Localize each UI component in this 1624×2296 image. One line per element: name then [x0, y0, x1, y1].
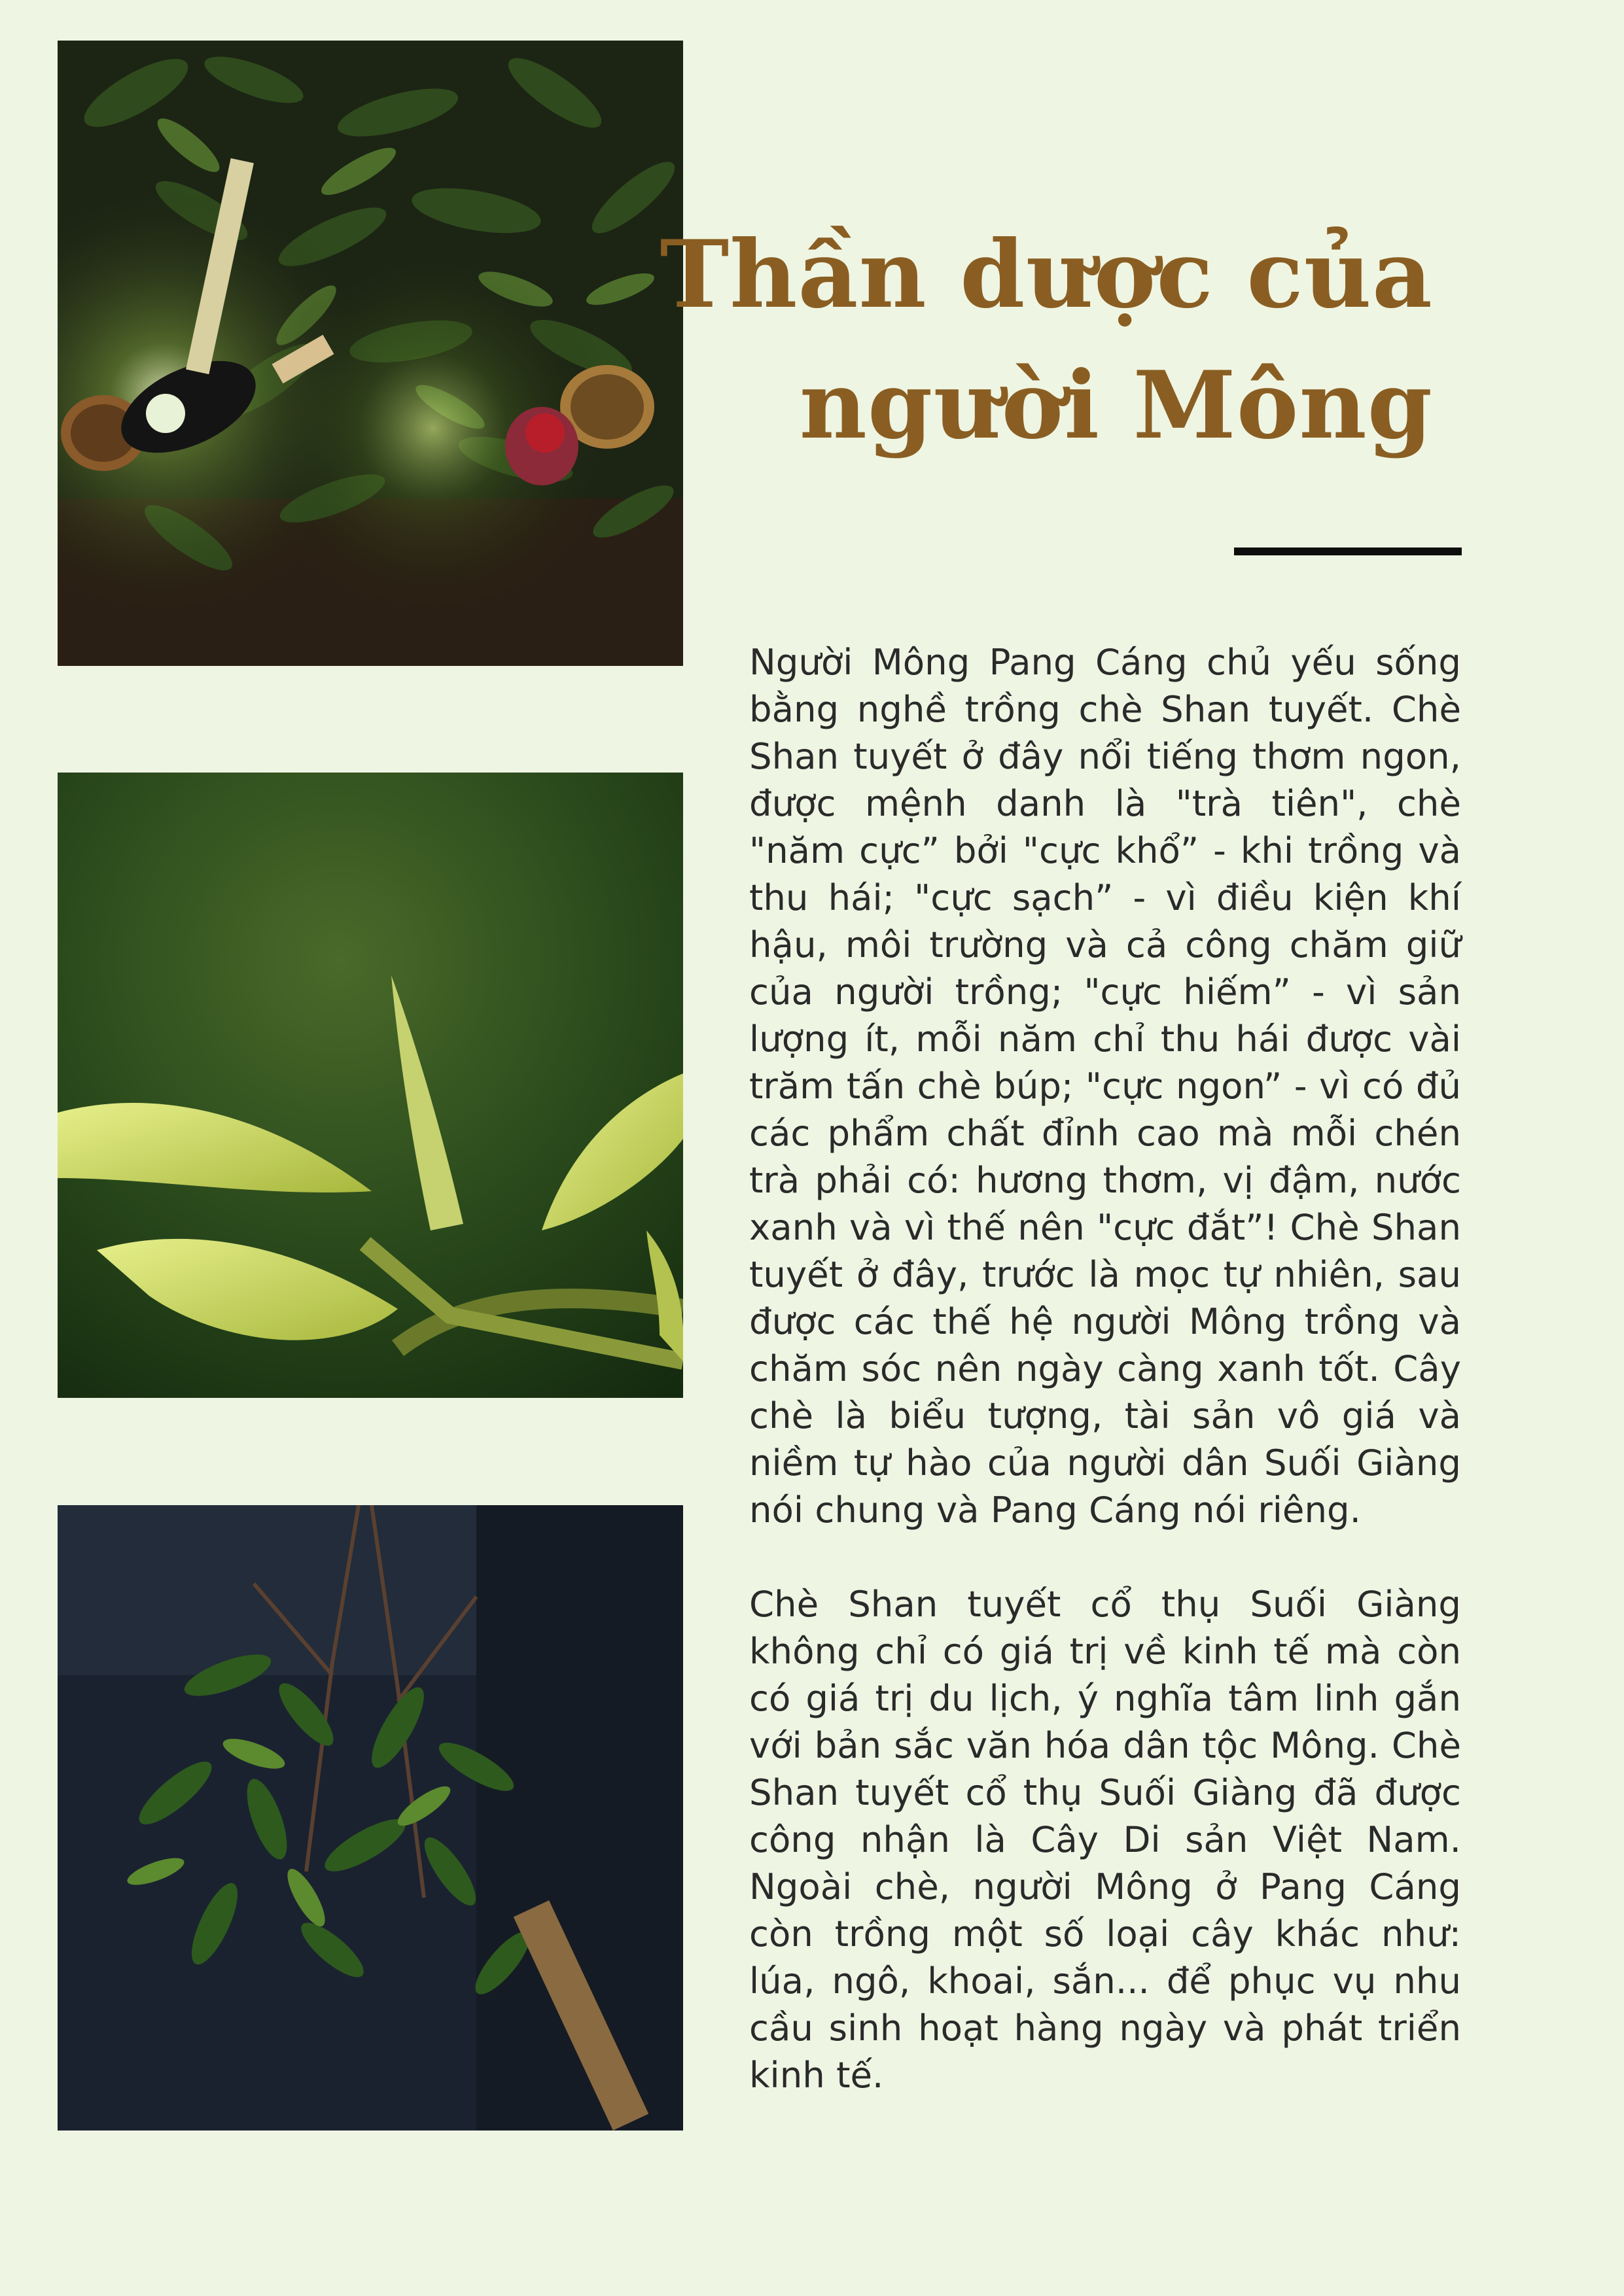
body-paragraph-2: Chè Shan tuyết cổ thụ Suối Giàng không chỉ có giá trị về kinh tế mà còn có giá trị du lịch, ý nghĩa tâm linh gắn với bản sắc văn hóa dân tộc Mông. Chè Shan tuyết cổ thụ Suối Giàng đã được công nhận là Cây Di sản Việt Nam. Ngoài chè, người Mông ở Pang Cáng còn trồng một số loại cây khác như: lúa, ngô, khoai, sắn... để phục vụ nhu cầu sinh hoạt hàng ngày và phát triển kinh tế. [749, 1583, 1461, 2096]
title-line-2: người Mông [799, 351, 1433, 460]
body-paragraph-1: Người Mông Pang Cáng chủ yếu sống bằng nghề trồng chè Shan tuyết. Chè Shan tuyết ở đây nổi tiếng thơm ngon, được mệnh danh là "trà tiên", chè "năm cực” bởi "cực khổ” - khi trồng và thu hái; "cực sạch” - vì điều kiện khí hậu, môi trường và cả công chăm giữ của người trồng; "cực hiếm” - vì sản lượng ít, mỗi năm chỉ thu hái được vài trăm tấn chè búp; "cực ngon” - vì có đủ các phẩm chất đỉnh cao mà mỗi chén trà phải có: hương thơm, vị đậm, nước xanh và vì thế nên "cực đắt”! Chè Shan tuyết ở đây, trước là mọc tự nhiên, sau được các thế hệ người Mông trồng và chăm sóc nên ngày càng xanh tốt. Cây chè là biểu tượng, tài sản vô giá và niềm tự hào của người dân Suối Giàng nói chung và Pang Cáng nói riêng. [749, 641, 1461, 1531]
title-divider [1234, 548, 1462, 555]
article-body [749, 638, 1461, 2098]
photo-hanging-tea-branches [58, 1505, 683, 2131]
photo-tea-bud-closeup [58, 773, 683, 1398]
title-line-1: Thần dược của [660, 220, 1433, 329]
page-title [582, 209, 1433, 471]
